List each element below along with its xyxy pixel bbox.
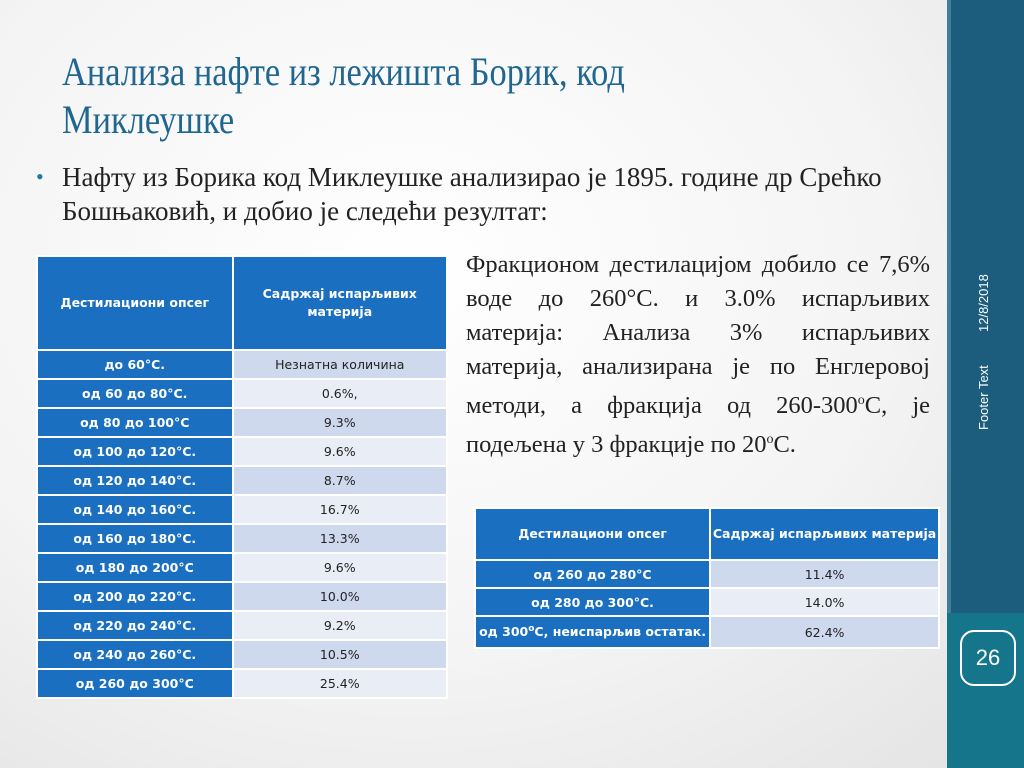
row-value: 9.2%	[233, 611, 448, 640]
row-value: Незнатна количина	[233, 350, 448, 379]
table-row	[37, 408, 447, 437]
row-value: 9.6%	[233, 553, 448, 582]
superscript: o	[528, 624, 535, 635]
paragraph-part: C.	[773, 431, 796, 459]
table-row	[37, 524, 447, 553]
row-value: 16.7%	[233, 495, 448, 524]
footer-text: Footer Text	[976, 365, 991, 430]
header-content: Садржај испарљивих материја	[233, 256, 448, 350]
row-range: од 280 до 300°C.	[475, 588, 710, 616]
paragraph-part: Фракционом дестилацијом добило се 7,6% воде до 260°C. и 3.0% испарљивих материја: Анализа 3% испарљивих материја, анализирана је по Енглеровој методи, а фракција од 260-300	[466, 251, 930, 420]
row-range: од 180 до 200°C	[37, 553, 233, 582]
bullet-text: Нафту из Борика код Миклеушке анализирао је 1895. године др Срећко Бошњаковић, и добио је следећи резултат:	[62, 162, 882, 226]
row-range: од 220 до 240°C.	[37, 611, 233, 640]
row-range: од 80 до 100°C	[37, 408, 233, 437]
table-header-row	[37, 256, 447, 350]
row-range: од 200 до 220°C.	[37, 582, 233, 611]
row-value: 0.6%,	[233, 379, 448, 408]
range-part: C, неиспарљив остатак.	[534, 624, 706, 640]
page-number: 26	[960, 630, 1016, 686]
header-content: Садржај испарљивих материја	[710, 508, 939, 560]
distillation-table-1	[36, 255, 448, 699]
table-row	[37, 350, 447, 379]
row-value: 11.4%	[710, 560, 939, 588]
row-value: 10.0%	[233, 582, 448, 611]
table-row	[37, 553, 447, 582]
row-range: од 260 до 280°C	[475, 560, 710, 588]
table-row	[37, 669, 447, 698]
range-part: од 300	[479, 624, 529, 640]
bullet-point	[36, 160, 936, 228]
table-row	[37, 582, 447, 611]
row-value: 14.0%	[710, 588, 939, 616]
row-value: 13.3%	[233, 524, 448, 553]
row-range: од 120 до 140°C.	[37, 466, 233, 495]
row-range: од 100 до 120°C.	[37, 437, 233, 466]
distillation-table-2	[474, 507, 940, 649]
row-range: од 260 до 300°C	[37, 669, 233, 698]
table-row	[37, 379, 447, 408]
table-row	[37, 640, 447, 669]
row-value: 9.6%	[233, 437, 448, 466]
superscript: o	[766, 432, 774, 448]
table-row	[37, 466, 447, 495]
table-header-row	[475, 508, 939, 560]
row-range	[475, 616, 710, 648]
table-row	[475, 560, 939, 588]
header-range: Дестилациони опсег	[37, 256, 233, 350]
header-range: Дестилациони опсег	[475, 508, 710, 560]
bullet-icon: •	[36, 164, 44, 189]
row-value: 9.3%	[233, 408, 448, 437]
row-value: 10.5%	[233, 640, 448, 669]
row-value: 25.4%	[233, 669, 448, 698]
table-row	[475, 588, 939, 616]
slide-title: Анализа нафте из лежишта Борик, код Миклеушке	[62, 49, 625, 142]
row-range: од 60 до 80°C.	[37, 379, 233, 408]
row-range: од 160 до 180°C.	[37, 524, 233, 553]
table-row	[37, 495, 447, 524]
paragraph-part: C, је подељена у 3 фракције по 20	[466, 392, 930, 459]
row-value: 8.7%	[233, 466, 448, 495]
table-row	[475, 616, 939, 648]
table-row	[37, 611, 447, 640]
row-range: до 60°C.	[37, 350, 233, 379]
superscript: o	[857, 393, 865, 408]
row-range: од 140 до 160°C.	[37, 495, 233, 524]
slide-date: 12/8/2018	[976, 274, 991, 332]
row-value: 62.4%	[710, 616, 939, 648]
row-range: од 240 до 260°C.	[37, 640, 233, 669]
description-paragraph	[466, 248, 930, 462]
table-row	[37, 437, 447, 466]
